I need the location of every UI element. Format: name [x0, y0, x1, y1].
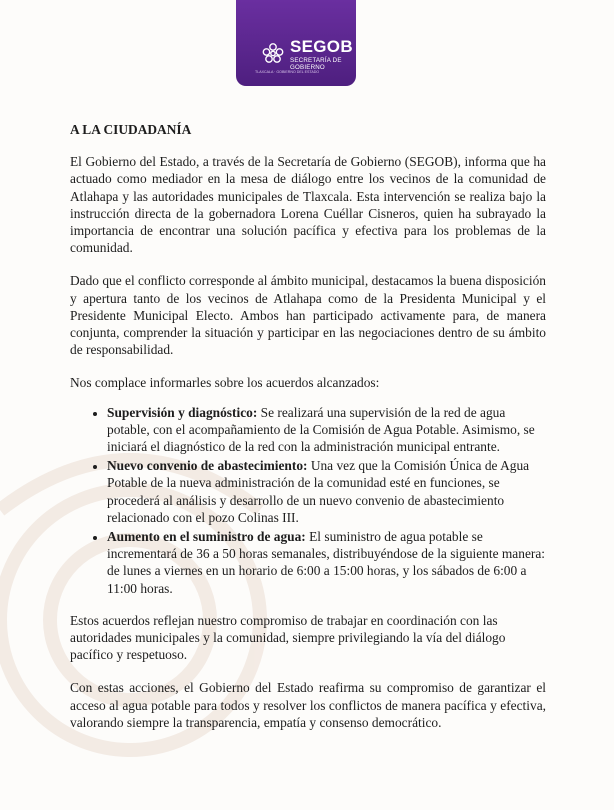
agreement-text: El suministro de agua potable se incrementará de 36 a 50 horas semanales, distribuyéndose de la siguiente manera: de lunes a viernes en un horario de 6:00 a 15:00 horas, y los sábados de 6:00 a 11:00 horas. [107, 529, 546, 596]
salutation: A LA CIUDADANÍA [70, 122, 192, 137]
paragraph-agreements-intro: Nos complace informarles sobre los acuerdos alcanzados: [70, 375, 380, 391]
logo-subtitle [290, 57, 350, 71]
state-emblem-icon [258, 38, 288, 68]
paragraph-context: Dado que el conflicto corresponde al ámbito municipal, destacamos la buena disposición y apertura tanto de los vecinos de Atlahapa como de la Presidenta Municipal y el Presidente Municipal Electo. Ambos han participado activamente para, de manera conjunta, comprender la situación y participar en las negociaciones dentro de su ámbito de responsabilidad. [70, 273, 546, 358]
letter-body [70, 121, 546, 747]
list-item [107, 457, 546, 526]
agreement-title: Nuevo convenio de abastecimiento: [107, 458, 308, 474]
list-item [107, 528, 546, 597]
agreement-text: Una vez que la Comisión Única de Agua Potable de la nueva administración de la comunidad esté en funciones, se procederá al análisis y desarrollo de un nuevo convenio de abastecimiento relacionado con el pozo Colinas III. [107, 458, 530, 525]
paragraph-closing: Con estas acciones, el Gobierno del Estado reafirma su compromiso de garantizar el acceso al agua potable para todos y resolver los conflictos de manera pacífica y efectiva, valorando siempre la transparencia, empatía y consenso democrático. [70, 680, 546, 730]
logo-name: SEGOB [290, 37, 353, 56]
agreements-list [70, 404, 546, 597]
logo-tiny-text: TLAXCALA · GOBIERNO DEL ESTADO [255, 70, 320, 74]
logo-subtitle-line2: GOBIERNO [290, 64, 325, 71]
list-item [107, 404, 546, 456]
paragraph-intro: El Gobierno del Estado, a través de la Secretaría de Gobierno (SEGOB), informa que ha actuado como mediador en la mesa de diálogo entre los vecinos de la comunidad de Atlahapa y las autoridades municipales de Tlaxcala. Esta intervención se realiza bajo la instrucción directa de la gobernadora Lorena Cuéllar Cisneros, quien ha subrayado la importancia de encontrar una solución pacífica y efectiva para los problemas de la comunidad. [70, 154, 546, 256]
agreement-text: Se realizará una supervisión de la red de agua potable, con el acompañamiento de la Comisión de Agua Potable. Asimismo, se iniciará el diagnóstico de la red con la administración municipal entrante. [107, 404, 535, 455]
agreement-title: Aumento en el suministro de agua: [107, 529, 306, 545]
paragraph-commitment: Estos acuerdos reflejan nuestro compromiso de trabajar en coordinación con las autoridades municipales y la comunidad, siempre privilegiando la vía del diálogo pacífico y respetuoso. [70, 612, 506, 663]
segob-header-badge [236, 0, 356, 86]
logo-subtitle-line1: SECRETARÍA DE [290, 57, 342, 64]
agreement-title: Supervisión y diagnóstico: [107, 404, 258, 420]
